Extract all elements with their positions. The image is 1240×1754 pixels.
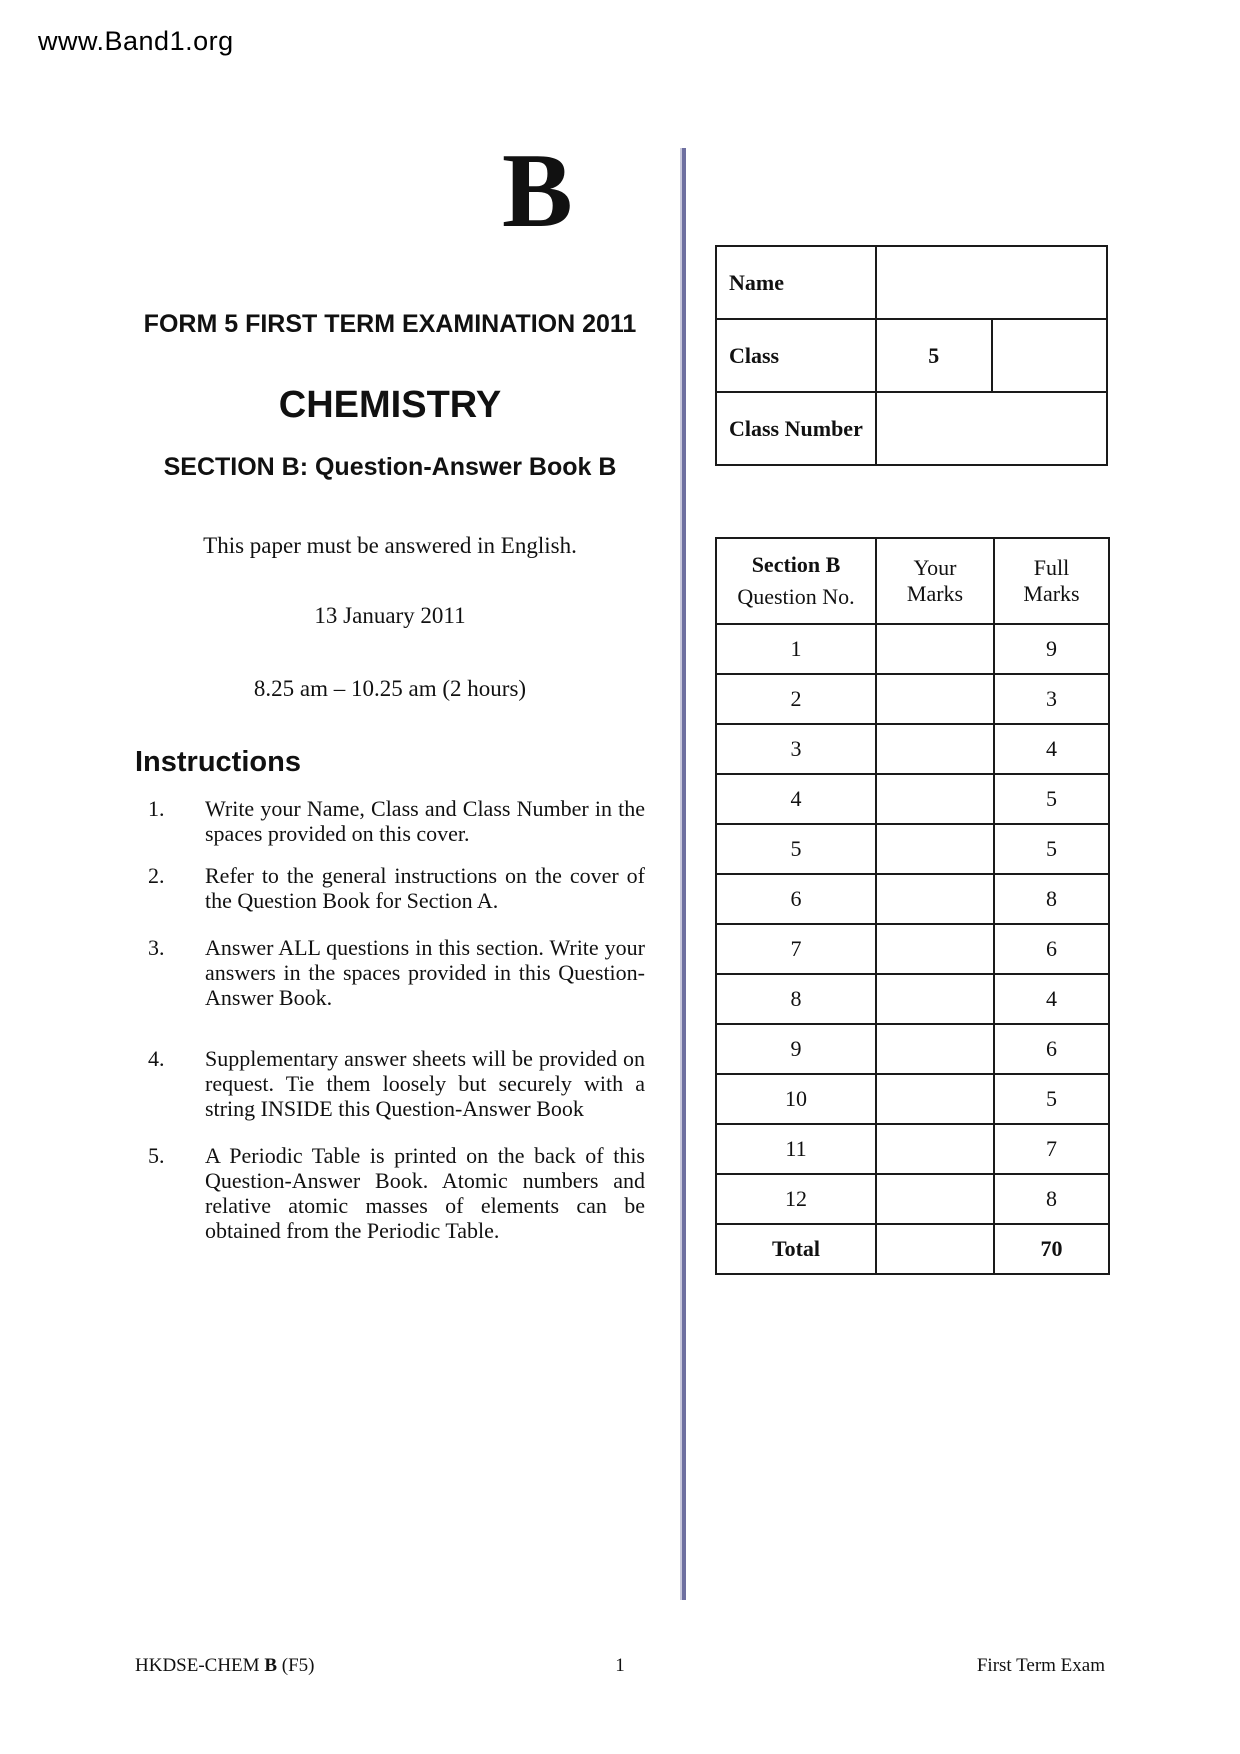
full-marks: 8 (994, 1174, 1109, 1224)
instruction-text: Answer ALL questions in this section. Write your answers in the spaces provided in this Question-Answer Book. (205, 935, 645, 1010)
header-question-no-label: Question No. (737, 584, 855, 609)
table-row (716, 392, 1107, 465)
footer-doc-code (135, 1655, 615, 1677)
your-marks-cell (876, 774, 994, 824)
exam-title: FORM 5 FIRST TERM EXAMINATION 2011 (143, 310, 637, 338)
instructions-heading: Instructions (135, 746, 301, 778)
book-letter: B (502, 132, 573, 249)
instruction-number: 5. (148, 1143, 165, 1168)
class-value: 5 (876, 319, 992, 392)
vertical-divider-rule (680, 148, 686, 1600)
marks-table (715, 537, 1110, 1275)
instruction-number: 2. (148, 863, 165, 888)
full-marks: 4 (994, 724, 1109, 774)
table-row (716, 1124, 1109, 1174)
question-no: 8 (716, 974, 876, 1024)
total-label: Total (716, 1224, 876, 1274)
student-info-table (715, 245, 1108, 466)
table-row (716, 924, 1109, 974)
full-marks: 6 (994, 924, 1109, 974)
table-row (716, 974, 1109, 1024)
full-marks: 5 (994, 774, 1109, 824)
language-note: This paper must be answered in English. (203, 533, 577, 558)
table-row (716, 1024, 1109, 1074)
question-no: 6 (716, 874, 876, 924)
question-no: 3 (716, 724, 876, 774)
table-row (716, 874, 1109, 924)
instruction-item (148, 796, 645, 846)
name-value-cell (876, 246, 1107, 319)
full-marks: 4 (994, 974, 1109, 1024)
header-your-line2: Marks (906, 581, 964, 606)
class-number-value-cell (876, 392, 1107, 465)
name-label: Name (716, 246, 876, 319)
question-no: 2 (716, 674, 876, 724)
footer-exam-label: First Term Exam (976, 1655, 1105, 1676)
your-marks-cell (876, 824, 994, 874)
header-full-line2: Marks (1023, 581, 1080, 606)
class-extra-cell (992, 319, 1108, 392)
instruction-number: 1. (148, 796, 165, 821)
table-row (716, 246, 1107, 319)
table-row (716, 724, 1109, 774)
your-marks-cell (876, 1074, 994, 1124)
your-marks-cell (876, 924, 994, 974)
question-no: 11 (716, 1124, 876, 1174)
instruction-number: 4. (148, 1046, 165, 1071)
subject-title: CHEMISTRY (278, 384, 502, 426)
table-row (716, 624, 1109, 674)
table-row (716, 319, 1107, 392)
instruction-text: Supplementary answer sheets will be provided on request. Tie them loosely but securely with a string INSIDE this Question-Answer Book (205, 1046, 645, 1121)
instruction-text: Write your Name, Class and Class Number in the spaces provided on this cover. (205, 796, 645, 846)
question-no: 7 (716, 924, 876, 974)
question-no: 12 (716, 1174, 876, 1224)
table-row (716, 774, 1109, 824)
full-marks: 8 (994, 874, 1109, 924)
your-marks-cell (876, 974, 994, 1024)
question-no: 10 (716, 1074, 876, 1124)
question-no: 5 (716, 824, 876, 874)
your-marks-cell (876, 674, 994, 724)
full-marks: 6 (994, 1024, 1109, 1074)
table-row (716, 674, 1109, 724)
table-row (716, 1074, 1109, 1124)
full-marks: 3 (994, 674, 1109, 724)
total-your-marks-cell (876, 1224, 994, 1274)
question-no: 4 (716, 774, 876, 824)
instruction-item (148, 935, 645, 1010)
instruction-number: 3. (148, 935, 165, 960)
table-row (716, 1174, 1109, 1224)
table-row (716, 824, 1109, 874)
instruction-item (148, 1046, 645, 1121)
total-full-marks: 70 (994, 1224, 1109, 1274)
total-row (716, 1224, 1109, 1274)
your-marks-cell (876, 724, 994, 774)
header-your-marks (876, 538, 994, 624)
full-marks: 7 (994, 1124, 1109, 1174)
instruction-text: Refer to the general instructions on the cover of the Question Book for Section A. (205, 863, 645, 913)
your-marks-cell (876, 1124, 994, 1174)
instruction-text: A Periodic Table is printed on the back of this Question-Answer Book. Atomic numbers and relative atomic masses of elements can be obtained from the Periodic Table. (205, 1143, 645, 1243)
your-marks-cell (876, 1024, 994, 1074)
full-marks: 5 (994, 1074, 1109, 1124)
header-full-line1: Full (1033, 555, 1070, 580)
exam-time: 8.25 am – 10.25 am (2 hours) (253, 676, 527, 701)
page-footer (135, 1655, 1105, 1677)
doc-code-book-letter: B (264, 1655, 277, 1676)
full-marks: 9 (994, 624, 1109, 674)
section-title: SECTION B: Question-Answer Book B (163, 453, 617, 481)
full-marks: 5 (994, 824, 1109, 874)
your-marks-cell (876, 1174, 994, 1224)
doc-code-prefix: HKDSE-CHEM (135, 1655, 260, 1676)
header-full-marks (994, 538, 1109, 624)
site-watermark: www.Band1.org (38, 26, 234, 56)
your-marks-cell (876, 624, 994, 674)
question-no: 9 (716, 1024, 876, 1074)
your-marks-cell (876, 874, 994, 924)
header-your-line1: Your (913, 555, 957, 580)
header-question-no (716, 538, 876, 624)
doc-code-suffix: (F5) (281, 1655, 315, 1676)
class-number-label: Class Number (716, 392, 876, 465)
instruction-item (148, 863, 645, 913)
exam-date: 13 January 2011 (314, 603, 466, 628)
marks-table-header (716, 538, 1109, 624)
page-number: 1 (615, 1655, 625, 1676)
question-no: 1 (716, 624, 876, 674)
header-section-b: Section B (751, 552, 841, 577)
class-label: Class (716, 319, 876, 392)
instructions-list (148, 796, 645, 1243)
instruction-item (148, 1143, 645, 1243)
